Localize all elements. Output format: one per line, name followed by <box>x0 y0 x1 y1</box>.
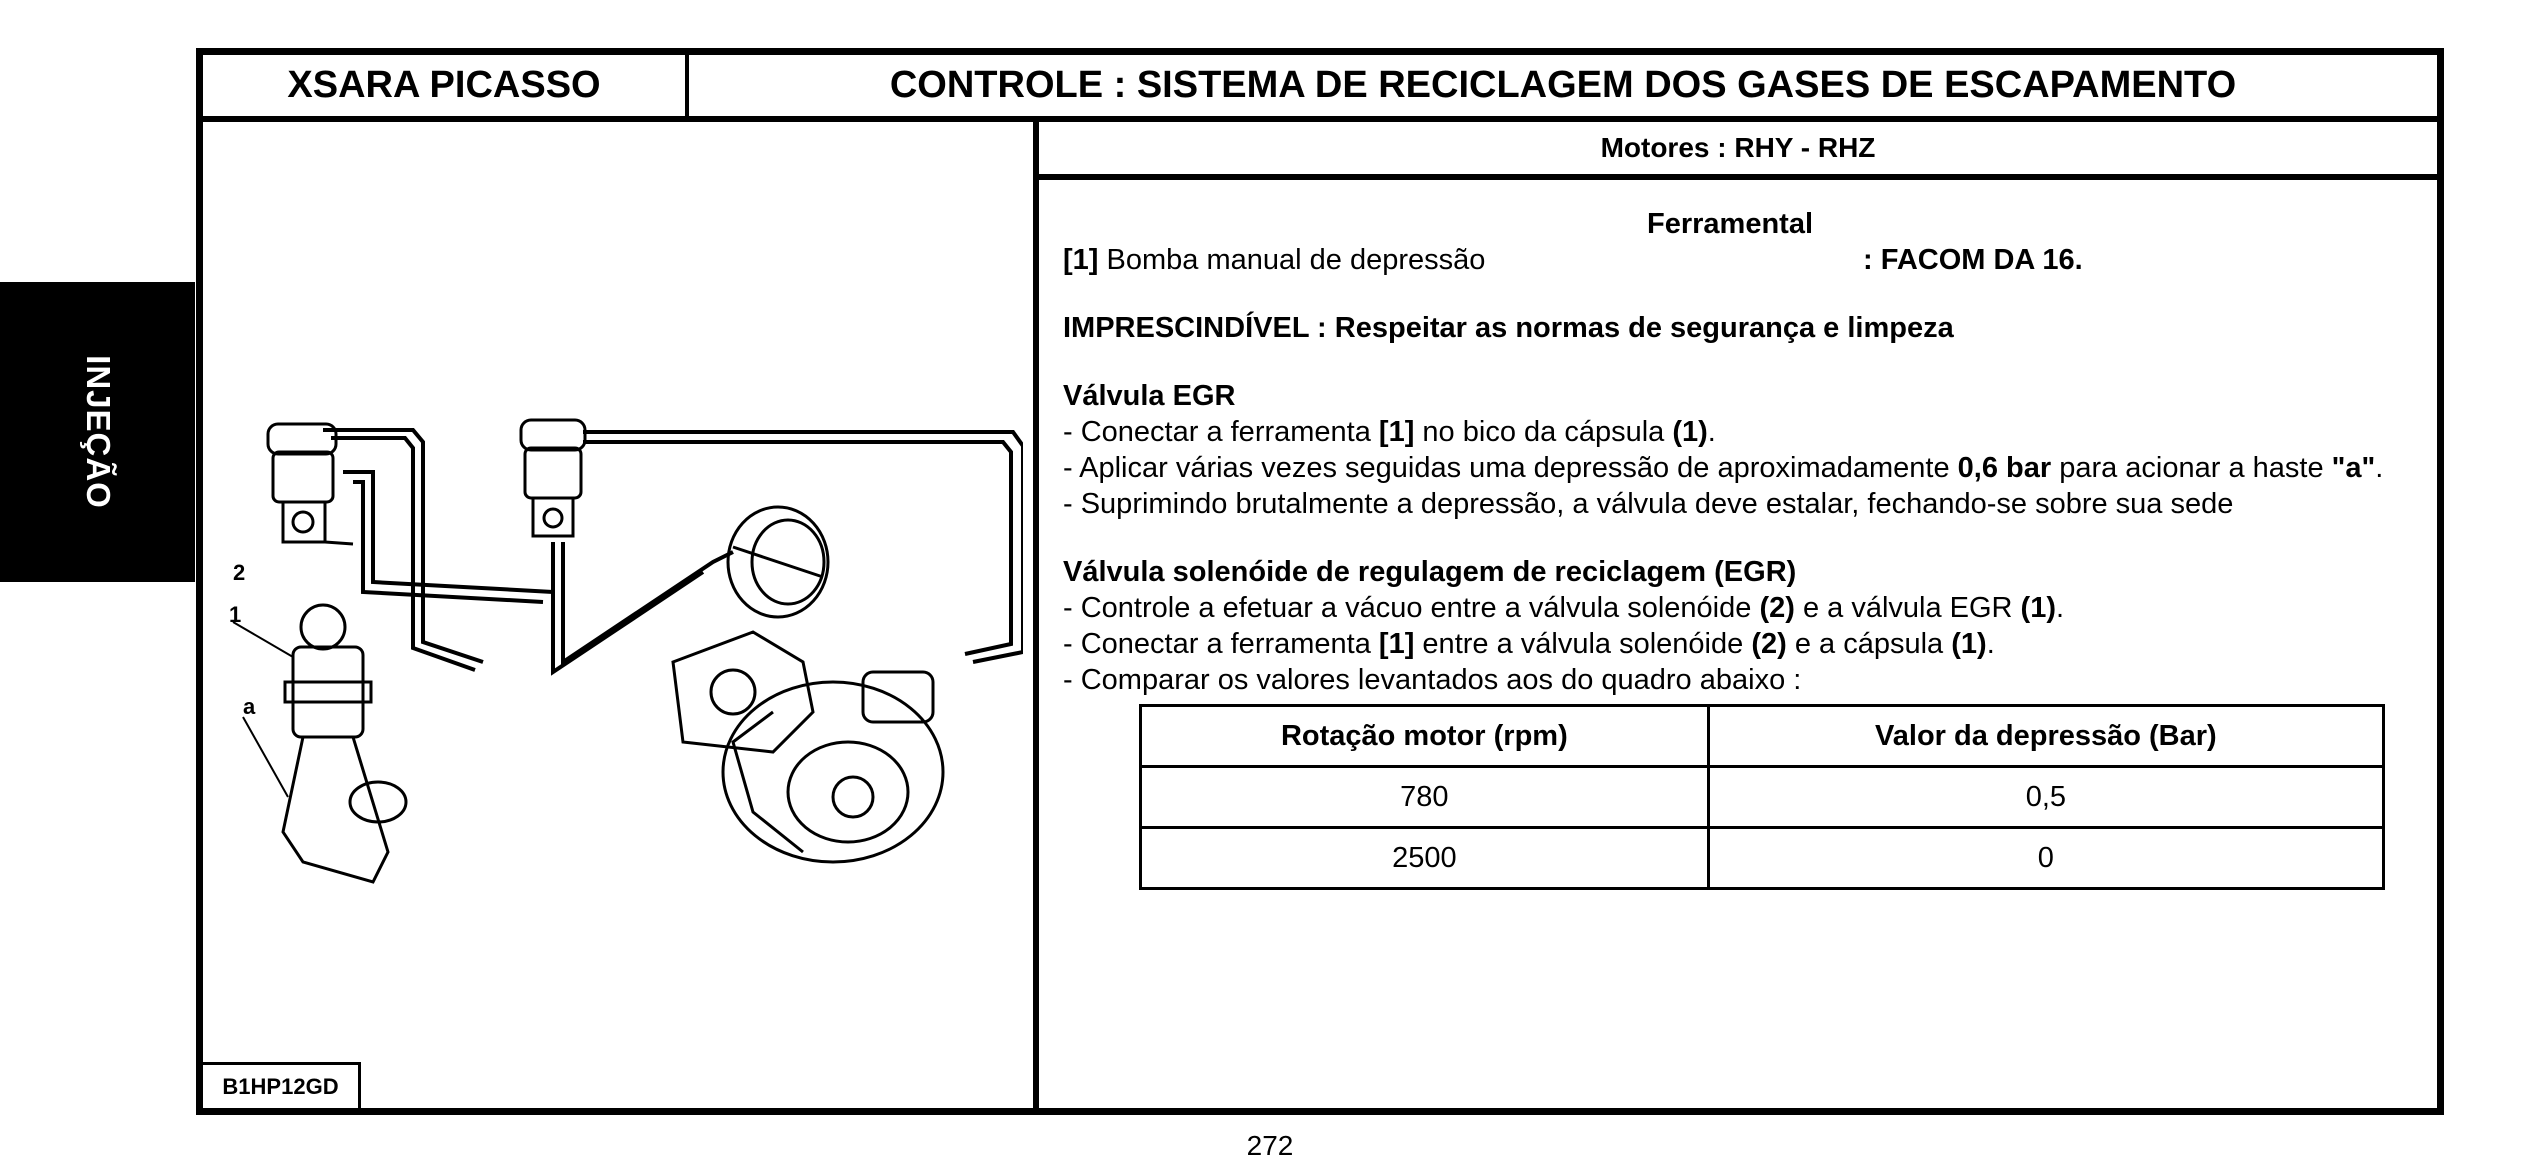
model-title: XSARA PICASSO <box>203 55 689 122</box>
vacuum-capsule-drawing <box>728 507 828 617</box>
depression-values-table <box>1139 704 2385 890</box>
second-solenoid-drawing <box>521 420 585 536</box>
figure-code: B1HP12GD <box>203 1062 361 1108</box>
solenoid-step-1: - Controle a efetuar a vácuo entre a válvula solenóide (2) e a válvula EGR (1). <box>1063 592 2065 624</box>
table-row <box>1141 828 2384 889</box>
label-a: a <box>243 694 256 719</box>
solenoid-title: Válvula solenóide de regulagem de reciclagem (EGR) <box>1063 556 1797 588</box>
egr-valve-title: Válvula EGR <box>1063 380 1236 412</box>
safety-note: IMPRESCINDÍVEL : Respeitar as normas de segurança e limpeza <box>1063 312 1954 344</box>
table-header-row <box>1141 706 2384 767</box>
label-1: 1 <box>229 602 242 627</box>
page-frame <box>196 48 2444 1115</box>
procedure-content <box>1039 180 2437 1108</box>
cell-depression: 0 <box>1708 828 2383 889</box>
col-header-depression: Valor da depressão (Bar) <box>1708 706 2383 767</box>
figure-panel <box>203 122 1039 1108</box>
page-title: CONTROLE : SISTEMA DE RECICLAGEM DOS GASES DE ESCAPAMENTO <box>689 55 2437 122</box>
engines-subheader: Motores : RHY - RHZ <box>1039 122 2437 180</box>
side-tab-label: INJEÇÃO <box>79 355 117 509</box>
egr-system-diagram <box>213 412 1023 972</box>
vacuum-pipes <box>323 430 1023 672</box>
turbocharger-drawing <box>673 632 943 862</box>
side-tab-injecao <box>0 282 195 582</box>
egr-step-2: - Aplicar várias vezes seguidas uma depressão de aproximadamente 0,6 bar para acionar a haste "a". <box>1063 452 2384 484</box>
egr-step-3: - Suprimindo brutalmente a depressão, a válvula deve estalar, fechando-se sobre sua sede <box>1063 488 2234 520</box>
tool-spec: : FACOM DA 16. <box>1863 244 2083 276</box>
solenoid-valve-drawing <box>268 424 353 544</box>
egr-step-1: - Conectar a ferramenta [1] no bico da cápsula (1). <box>1063 416 1716 448</box>
solenoid-step-3: - Comparar os valores levantados aos do quadro abaixo : <box>1063 664 1802 696</box>
egr-valve-drawing <box>233 605 406 882</box>
cell-rpm: 780 <box>1141 767 1709 828</box>
tooling-line <box>1063 242 2397 278</box>
page-number: 272 <box>1246 1130 1294 1161</box>
label-2: 2 <box>233 560 246 585</box>
table-row <box>1141 767 2384 828</box>
solenoid-step-2: - Conectar a ferramenta [1] entre a válvula solenóide (2) e a cápsula (1). <box>1063 628 1995 660</box>
col-header-rpm: Rotação motor (rpm) <box>1141 706 1709 767</box>
cell-rpm: 2500 <box>1141 828 1709 889</box>
tool-name: Bomba manual de depressão <box>1106 244 1486 276</box>
tooling-title: Ferramental <box>1646 208 1813 240</box>
tool-ref: [1] <box>1063 244 1099 276</box>
cell-depression: 0,5 <box>1708 767 2383 828</box>
